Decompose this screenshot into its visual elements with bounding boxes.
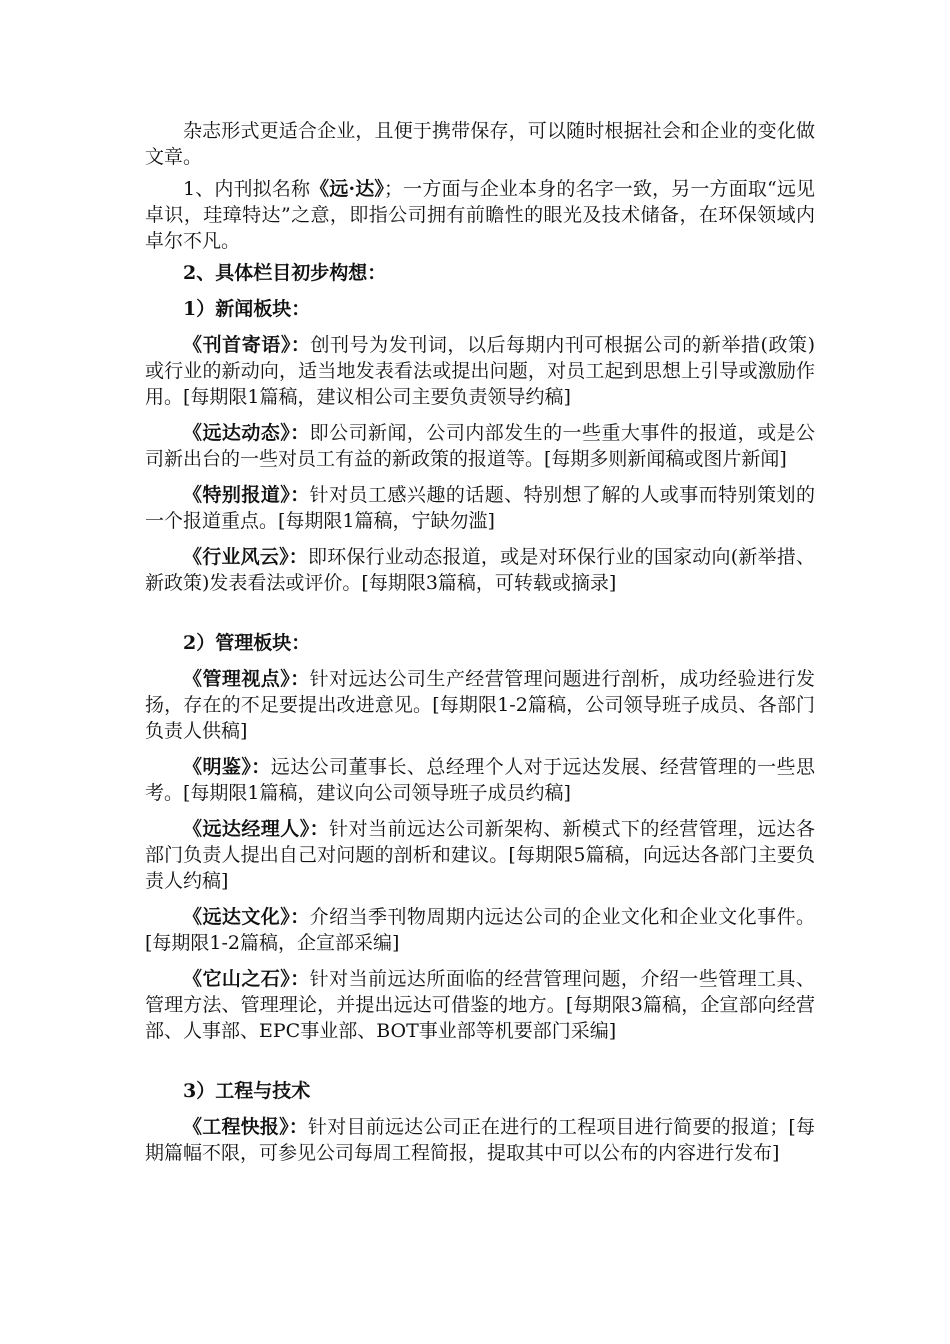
column-item bbox=[145, 544, 815, 596]
column-item bbox=[145, 332, 815, 410]
column-body: 针对当前远达所面临的经营管理问题，介绍一些管理工具、管理方法、管理理论，并提出远达可借鉴的地方。[每期限3篇稿，企宣部向经营部、人事部、EPC事业部、BOT事业部等机要部门采编] bbox=[145, 968, 815, 1042]
intro-text: 杂志形式更适合企业，且便于携带保存，可以随时根据社会和企业的变化做文章。 bbox=[145, 120, 815, 168]
column-item bbox=[145, 420, 815, 472]
column-body: 创刊号为发刊词，以后每期内刊可根据公司的新举措(政策)或行业的新动向，适当地发表看法或提出问题，对员工起到思想上引导或激励作用。[每期限1篇稿，建议相公司主要负责领导约稿] bbox=[145, 334, 815, 408]
column-title: 《明鉴》： bbox=[183, 756, 271, 778]
column-body: 远达公司董事长、总经理个人对于远达发展、经营管理的一些思考。[每期限1篇稿，建议向公司领导班子成员约稿] bbox=[145, 756, 815, 804]
section-heading-management: 2）管理板块： bbox=[183, 632, 311, 654]
column-body: 介绍当季刊物周期内远达公司的企业文化和企业文化事件。[每期限1-2篇稿，企宣部采编] bbox=[145, 906, 815, 954]
column-title: 《它山之石》： bbox=[183, 968, 310, 990]
column-body: 针对当前远达公司新架构、新模式下的经营管理，远达各部门负责人提出自己对问题的剖析和建议。[每期限5篇稿，向远达各部门主要负责人约稿] bbox=[145, 818, 815, 892]
journal-name-prefix: 1、内刊拟名称 bbox=[183, 178, 311, 200]
column-item bbox=[145, 482, 815, 534]
column-item bbox=[145, 966, 815, 1044]
column-title: 《远达经理人》： bbox=[183, 818, 330, 840]
section-heading-engineering: 3）工程与技术 bbox=[183, 1080, 311, 1102]
column-title: 《工程快报》： bbox=[183, 1116, 309, 1138]
column-item bbox=[145, 904, 815, 956]
journal-name-title: 《远·达》 bbox=[310, 178, 385, 200]
column-title: 《远达文化》： bbox=[183, 906, 310, 928]
column-body: 针对员工感兴趣的话题、特别想了解的人或事而特别策划的一个报道重点。[每期限1篇稿，宁缺勿滥] bbox=[145, 484, 815, 532]
column-item bbox=[145, 666, 815, 744]
intro-paragraph bbox=[145, 118, 815, 170]
column-body: 即公司新闻，公司内部发生的一些重大事件的报道，或是公司新出台的一些对员工有益的新政策的报道等。[每期多则新闻稿或图片新闻] bbox=[145, 422, 815, 470]
column-title: 《行业风云》： bbox=[183, 546, 308, 568]
document-page bbox=[145, 118, 815, 1176]
section-heading-news: 1）新闻板块： bbox=[183, 298, 311, 320]
column-title: 《管理视点》： bbox=[183, 668, 310, 690]
column-body: 针对远达公司生产经营管理问题进行剖析，成功经验进行发扬，存在的不足要提出改进意见。[每期限1-2篇稿，公司领导班子成员、各部门负责人供稿] bbox=[145, 668, 815, 742]
column-title: 《远达动态》： bbox=[183, 422, 310, 444]
column-item bbox=[145, 754, 815, 806]
column-body: 即环保行业动态报道，或是对环保行业的国家动向(新举措、新政策)发表看法或评价。[每期限3篇稿，可转载或摘录] bbox=[145, 546, 815, 594]
column-title: 《特别报道》： bbox=[183, 484, 310, 506]
journal-name-paragraph bbox=[145, 176, 815, 254]
column-item bbox=[145, 816, 815, 894]
column-body: 针对目前远达公司正在进行的工程项目进行简要的报道；[每期篇幅不限，可参见公司每周工程简报，提取其中可以公布的内容进行发布] bbox=[145, 1116, 815, 1164]
journal-name-explanation: ；一方面与企业本身的名字一致，另一方面取“远见卓识，珪璋特达”之意，即指公司拥有前瞻性的眼光及技术储备，在环保领域内卓尔不凡。 bbox=[145, 178, 816, 252]
columns-heading: 2、具体栏目初步构想： bbox=[183, 262, 387, 284]
column-item bbox=[145, 1114, 815, 1166]
column-title: 《刊首寄语》： bbox=[183, 334, 311, 356]
